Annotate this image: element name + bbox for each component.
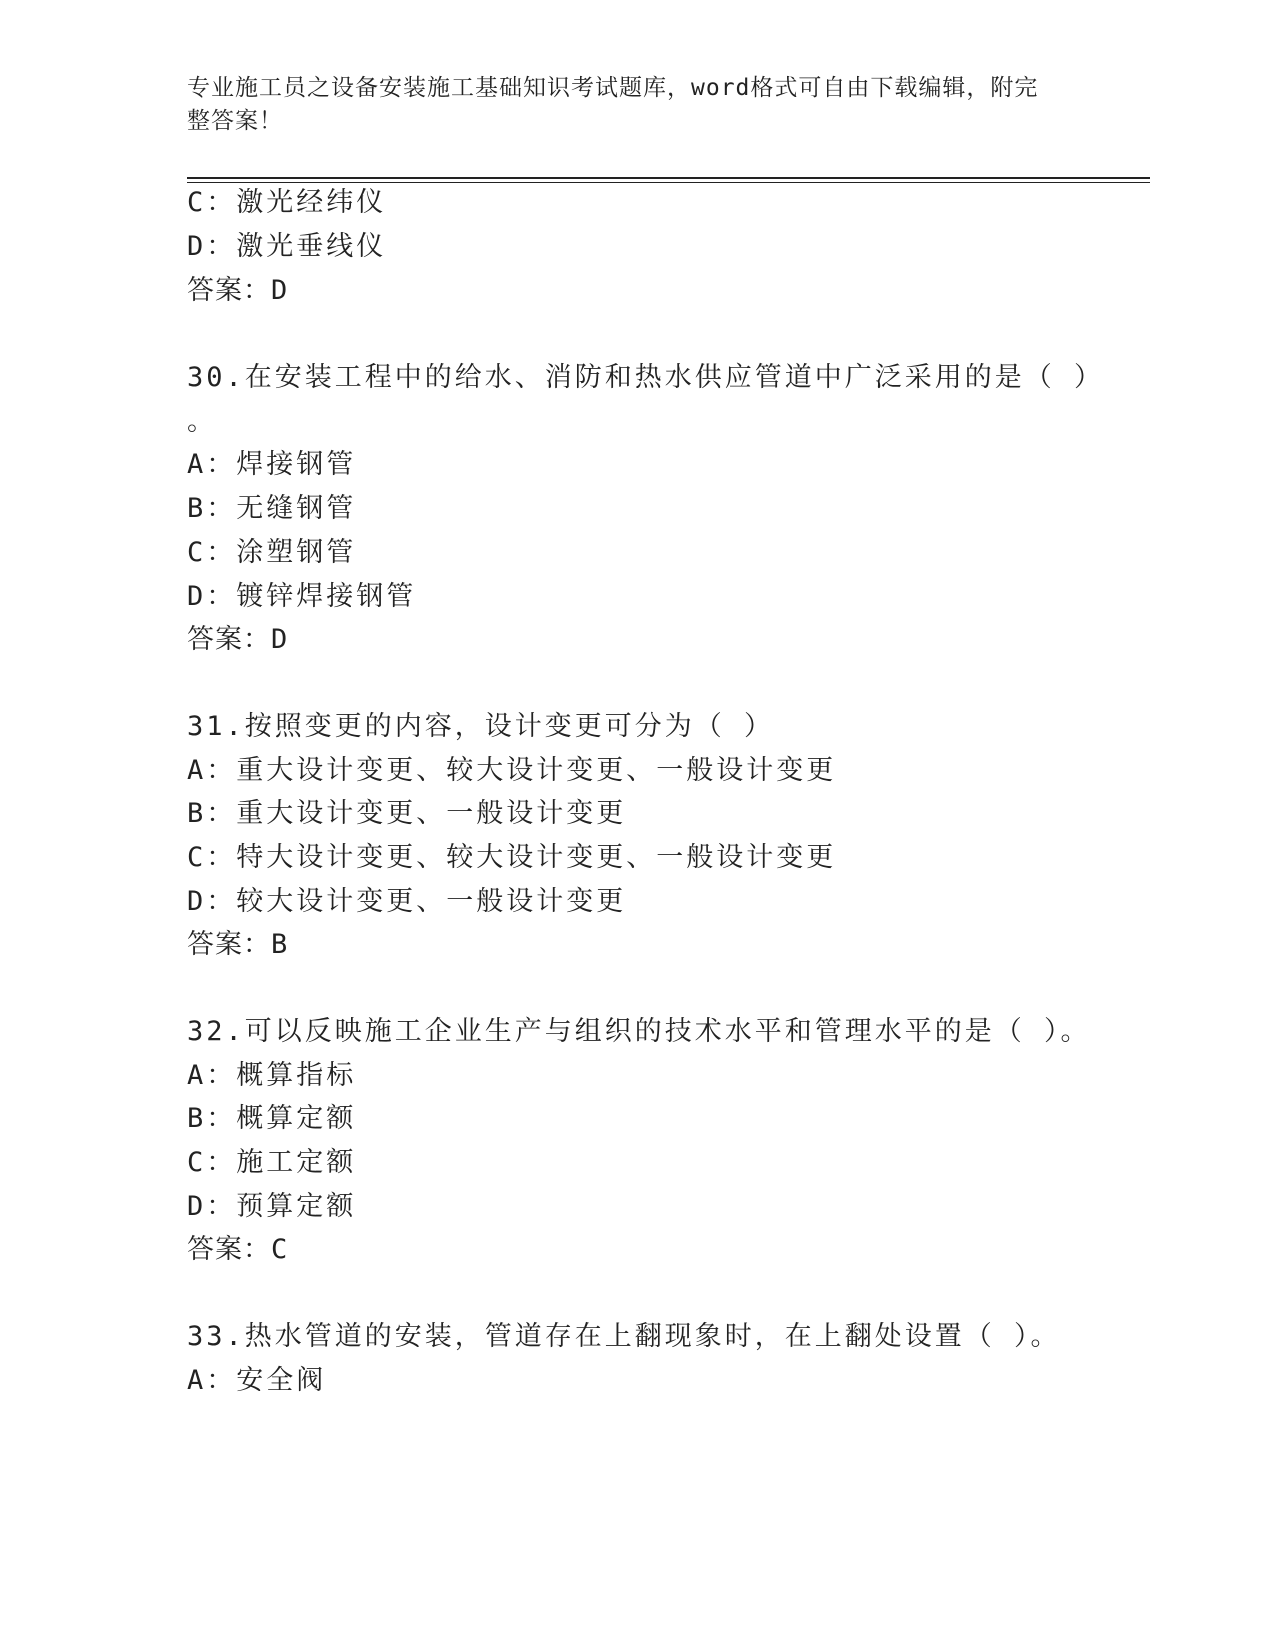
option-d: D：镀锌焊接钢管 (187, 581, 417, 612)
option-d: D：预算定额 (187, 1191, 357, 1222)
option-c: C：施工定额 (187, 1147, 357, 1178)
question-stem-continuation: 。 (187, 406, 217, 437)
answer-line: 答案：B (187, 929, 289, 960)
option-d: D：激光垂线仪 (187, 231, 387, 262)
answer-line: 答案：D (187, 624, 289, 655)
option-a: A：重大设计变更、较大设计变更、一般设计变更 (187, 755, 837, 786)
answer-line: 答案：C (187, 1234, 289, 1265)
option-c: C：特大设计变更、较大设计变更、一般设计变更 (187, 842, 837, 873)
answer-line: 答案：D (187, 275, 289, 306)
question-stem: 32.可以反映施工企业生产与组织的技术水平和管理水平的是（ ）。 (187, 1016, 1091, 1047)
header-divider-thick (187, 177, 1150, 179)
question-stem: 31.按照变更的内容，设计变更可分为（ ） (187, 711, 775, 742)
option-d: D：较大设计变更、一般设计变更 (187, 886, 627, 917)
option-a: A：焊接钢管 (187, 449, 357, 480)
question-stem: 30.在安装工程中的给水、消防和热水供应管道中广泛采用的是（ ） (187, 362, 1105, 393)
option-c: C：激光经纬仪 (187, 187, 387, 218)
header-line-2: 整答案！ (187, 108, 283, 134)
option-b: B：无缝钢管 (187, 493, 357, 524)
option-a: A：概算指标 (187, 1060, 357, 1091)
document-header (187, 72, 1067, 138)
option-b: B：概算定额 (187, 1103, 357, 1134)
header-divider-thin (187, 182, 1150, 183)
header-line-1: 专业施工员之设备安装施工基础知识考试题库，word格式可自由下载编辑，附完 (187, 75, 1039, 101)
option-c: C：涂塑钢管 (187, 537, 357, 568)
option-a: A：安全阀 (187, 1365, 327, 1396)
option-b: B：重大设计变更、一般设计变更 (187, 798, 627, 829)
question-stem: 33.热水管道的安装，管道存在上翻现象时，在上翻处设置（ ）。 (187, 1321, 1061, 1352)
